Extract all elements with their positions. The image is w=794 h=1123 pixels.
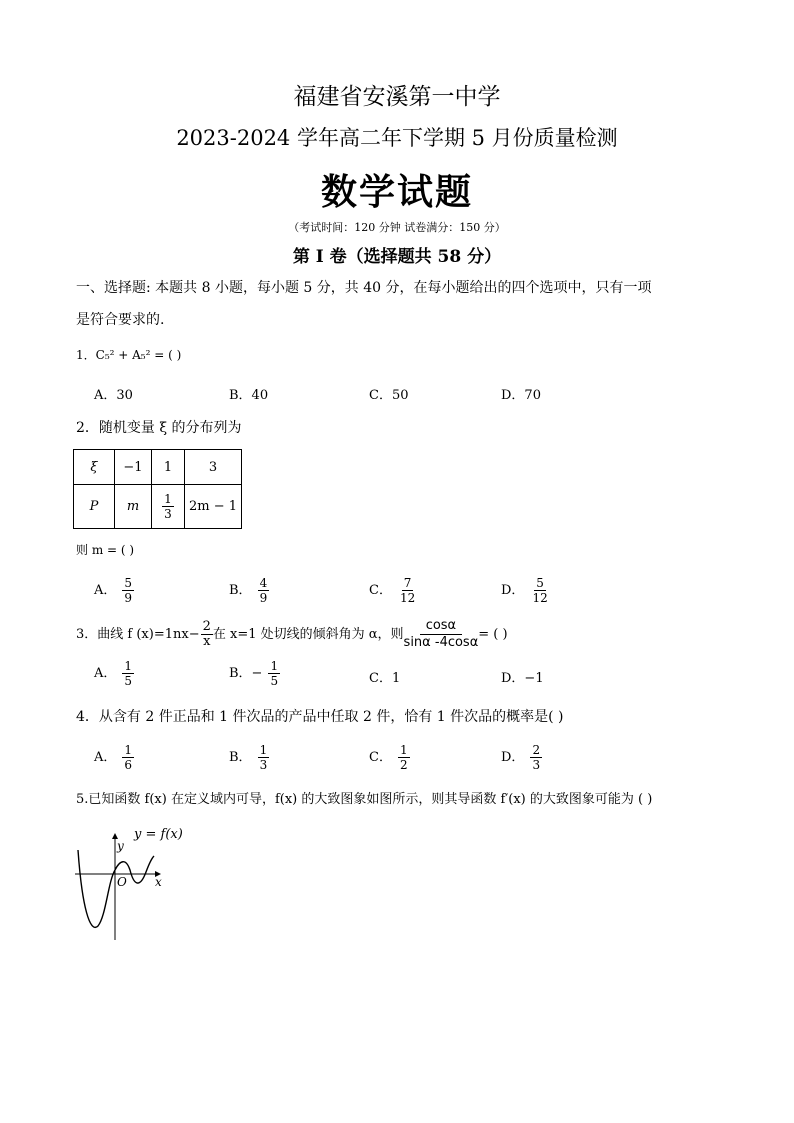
axis-label-x: x bbox=[155, 875, 162, 889]
axis-label-y: y bbox=[117, 839, 124, 853]
function-graph bbox=[70, 822, 210, 944]
q1-stem: 1．C₅² + A₅² = ( ) bbox=[76, 348, 182, 362]
section-instructions-line1: 一、选择题: 本题共 8 小题，每小题 5 分，共 40 分，在每小题给出的四个选项中，只有一项 bbox=[76, 280, 652, 296]
table-row bbox=[74, 485, 242, 529]
graph-title: y = f(x) bbox=[134, 827, 183, 842]
q2-option-d: D． $\frac{5}{12}$ bbox=[501, 576, 548, 605]
table-cell: 2m − 1 bbox=[185, 485, 242, 529]
section-instructions-line2: 是符合要求的. bbox=[76, 312, 165, 328]
q4-option-b: B． $\frac{1}{3}$ bbox=[229, 743, 268, 772]
q5-stem: 5.已知函数 f(x) 在定义域内可导，f(x) 的大致图象如图所示，则其导函数 f′(x) 的大致图象可能为 ( ) bbox=[76, 792, 653, 807]
q4-option-c: C． $\frac{1}{2}$ bbox=[369, 743, 408, 772]
distribution-table bbox=[73, 449, 242, 529]
exam-meta: （考试时间：120 分钟 试卷满分：150 分） bbox=[288, 221, 506, 234]
q3-stem: 3．曲线 f (x)=1nx− $\frac{2}{x}$ 在 x=1 处切线的倾斜角为 α，则 $\frac{\cos\alpha}{\sin\alpha -4\cos\alpha}$ = ( ) bbox=[76, 618, 508, 650]
table-cell: P bbox=[74, 485, 115, 529]
q1-option-b: B．40 bbox=[229, 388, 269, 403]
q1-option-c: C．50 bbox=[369, 388, 409, 403]
table-cell: m bbox=[115, 485, 152, 529]
table-row bbox=[74, 450, 242, 485]
table-cell: ξ bbox=[74, 450, 115, 485]
curve-f bbox=[78, 850, 154, 927]
q2-option-b: B． $\frac{4}{9}$ bbox=[229, 576, 268, 605]
q4-option-d: D． $\frac{2}{3}$ bbox=[501, 743, 541, 772]
school-name: 福建省安溪第一中学 bbox=[293, 84, 501, 110]
q1-option-d: D．70 bbox=[501, 388, 541, 403]
fraction-numerator: 1 bbox=[164, 492, 172, 506]
q2-option-c: C． $\frac{7}{12}$ bbox=[369, 576, 416, 605]
q3-option-b: B．− $\frac{1}{5}$ bbox=[229, 659, 279, 688]
fraction-denominator: 3 bbox=[164, 507, 172, 521]
q2-ask: 则 m = ( ) bbox=[76, 543, 135, 557]
q3-option-a: A． $\frac{1}{5}$ bbox=[94, 659, 133, 688]
q3-option-c: C．1 bbox=[369, 671, 401, 686]
exam-title: 2023-2024 学年高二年下学期 5 月份质量检测 bbox=[176, 126, 618, 150]
q2-option-a: A． $\frac{5}{9}$ bbox=[94, 576, 133, 605]
origin-label: O bbox=[117, 875, 127, 889]
q4-option-a: A． $\frac{1}{6}$ bbox=[94, 743, 133, 772]
table-cell bbox=[152, 485, 185, 529]
q1-option-a: A．30 bbox=[94, 388, 133, 403]
q4-stem: 4．从含有 2 件正品和 1 件次品的产品中任取 2 件，恰有 1 件次品的概率是( ) bbox=[76, 709, 564, 725]
table-cell: 3 bbox=[185, 450, 242, 485]
q2-stem: 2．随机变量 ξ 的分布列为 bbox=[76, 420, 242, 436]
subject-title: 数学试题 bbox=[320, 171, 473, 213]
table-cell: −1 bbox=[115, 450, 152, 485]
q3-option-d: D．−1 bbox=[501, 671, 544, 686]
table-cell: 1 bbox=[152, 450, 185, 485]
part-heading: 第 I 卷（选择题共 58 分） bbox=[292, 247, 502, 267]
